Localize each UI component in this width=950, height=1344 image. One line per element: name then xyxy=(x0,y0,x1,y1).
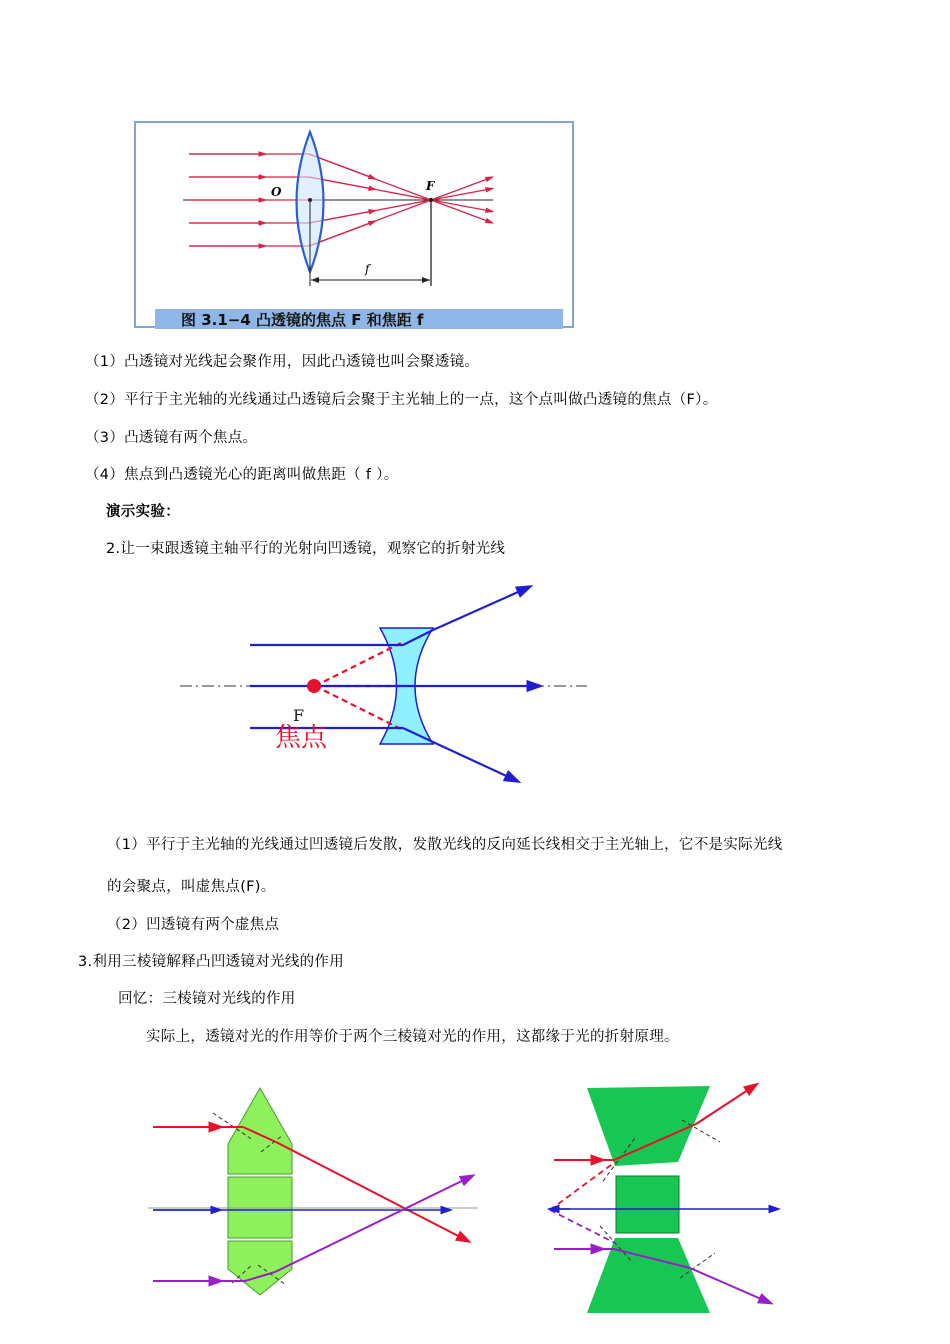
recall-line: 回忆：三棱镜对光线的作用 xyxy=(118,991,296,1007)
summary-line: 实际上，透镜对光的作用等价于两个三棱镜对光的作用，这都缘于光的折射原理。 xyxy=(146,1029,679,1045)
convex-point-4: （4）焦点到凸透镜光心的距离叫做焦距（ f ）。 xyxy=(85,467,399,483)
concave-point-1-line-2: 的会聚点，叫虚焦点(F)。 xyxy=(107,879,276,895)
virtual-focus-label: F xyxy=(293,706,305,725)
concave-prism-figure xyxy=(540,1078,800,1318)
section-3-title: 3.利用三棱镜解释凸凹透镜对光线的作用 xyxy=(78,954,345,970)
demo-heading: 演示实验： xyxy=(106,504,180,520)
convex-lens-figure xyxy=(133,120,576,332)
convex-point-2: （2）平行于主光轴的光线通过凸透镜后会聚于主光轴上的一点，这个点叫做凸透镜的焦点（F）。 xyxy=(85,392,718,408)
demo-item: 2.让一束跟透镜主轴平行的光射向凹透镜，观察它的折射光线 xyxy=(106,541,506,557)
focal-length-label: f xyxy=(365,262,370,276)
concave-point-1-line-1: （1）平行于主光轴的光线通过凹透镜后发散，发散光线的反向延长线相交于主光轴上，它不是实际光线 xyxy=(107,837,783,853)
convex-prism-figure xyxy=(148,1085,488,1315)
convex-point-3: （3）凸透镜有两个焦点。 xyxy=(85,430,258,446)
focus-caption: 焦点 xyxy=(275,723,328,753)
figure-caption: 图 3.1−4 凸透镜的焦点 F 和焦距 f xyxy=(181,311,424,329)
concave-lens-figure xyxy=(175,580,595,790)
focus-label: F xyxy=(426,179,435,193)
optical-center-label: O xyxy=(271,185,282,199)
convex-point-1: （1）凸透镜对光线起会聚作用，因此凸透镜也叫会聚透镜。 xyxy=(85,354,480,370)
concave-point-2: （2）凹透镜有两个虚焦点 xyxy=(107,917,280,933)
